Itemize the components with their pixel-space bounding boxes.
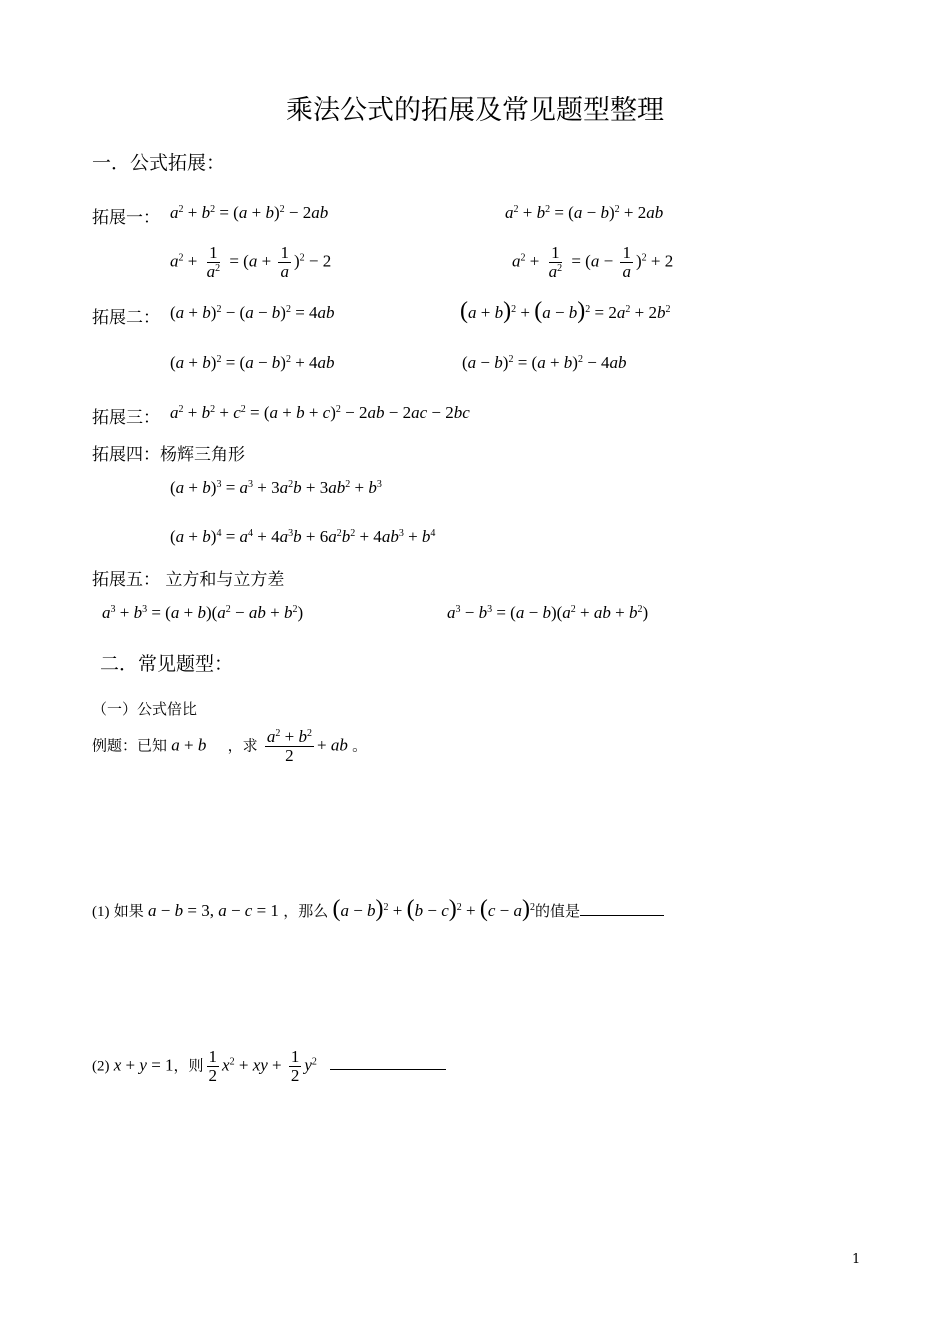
q1-suffix: 的值是	[535, 904, 581, 920]
section-heading-common-problems: 二．常见题型：	[100, 653, 234, 675]
ext1-formula-b: $a^2 + b^2 = (a - b)^2 + 2ab$	[505, 203, 664, 222]
example-prefix: 例题：已知	[92, 738, 168, 755]
ext2-formula-d: $(a - b)^2 = (a + b)^2 - 4ab$	[462, 353, 627, 372]
q1-answer-blank[interactable]	[580, 915, 664, 916]
ext1-formula-c: $a^2$ + $\frac{1}{a^2}$ = (a + $\frac{1}{a}$ )$^2$ − 2	[170, 243, 332, 281]
q2-answer-blank[interactable]	[330, 1069, 446, 1070]
page-number: 1	[852, 1252, 861, 1267]
ext5-sum-of-cubes: $a^3 + b^3 = (a + b)(a^2$ − ab + $b^2$)	[102, 603, 304, 622]
q2-mid: ，则	[173, 1058, 204, 1075]
q1-number: (1)	[92, 904, 110, 920]
q1-prefix: 如果	[113, 904, 144, 920]
subsection-heading: （一）公式倍比	[92, 700, 198, 718]
page-title: 乘法公式的拓展及常见题型整理	[286, 95, 664, 126]
ext2-formula-c: $(a + b)^2 = (a - b)^2 + 4ab$	[170, 353, 335, 372]
ext3-label: 拓展三：	[92, 408, 160, 428]
question-1: (1) 如果 a − b = 3, a − c = 1 ，那么 $(a - b)^2 + (b - c)^2 + (c - a)^2$的值是	[92, 900, 664, 921]
ext4-formula-cube: $(a + b)^3 = a^3 + 3a^2b + 3ab^2 + b^3$	[170, 478, 382, 497]
ext5-label: 拓展五： 立方和与立方差	[92, 570, 285, 590]
ext2-formula-a: $(a + b)^2 - (a - b)^2 = 4ab$	[170, 303, 335, 322]
ext3-formula: $a^2 + b^2 + c^2 = (a + b + c)^2 - 2ab - 2ac - 2bc$	[170, 403, 470, 422]
ext1-formula-a: $a^2 + b^2 = (a + b)^2 - 2ab$	[170, 203, 329, 222]
ext5-difference-of-cubes: $a^3 - b^3 = (a - b)(a^2$ + ab + $b^2$)	[447, 603, 649, 622]
q1-mid: ，那么	[283, 904, 329, 920]
example-line: 例题：已知 a + b ，求 $\frac{a^2 + b^2}{2}$ + ab 。	[92, 727, 368, 765]
ext1-formula-d: $a^2$ + $\frac{1}{a^2}$ = (a − $\frac{1}{a}$ )$^2$ + 2	[512, 243, 674, 281]
ext4-label: 拓展四：杨辉三角形	[92, 445, 245, 465]
example-suffix: 。	[352, 738, 368, 755]
example-mid: ，求	[227, 738, 258, 755]
ext1-label: 拓展一：	[92, 208, 160, 228]
section-heading-formula-extension: 一．公式拓展：	[92, 152, 226, 174]
ext4-formula-fourth: $(a + b)^4 = a^4 + 4a^3b + 6a^2b^2 + 4ab^3 + b^4$	[170, 527, 436, 546]
q2-number: (2)	[92, 1058, 110, 1075]
ext2-label: 拓展二：	[92, 308, 160, 328]
ext2-formula-b: $(a + b)^2 + (a - b)^2 = 2a^2 + 2b^2$	[460, 298, 671, 324]
question-2: (2) x + y = 1，则 $\frac{1}{2}$ $x^2$ + xy + $\frac{1}{2}$ $y^2$	[92, 1048, 446, 1085]
